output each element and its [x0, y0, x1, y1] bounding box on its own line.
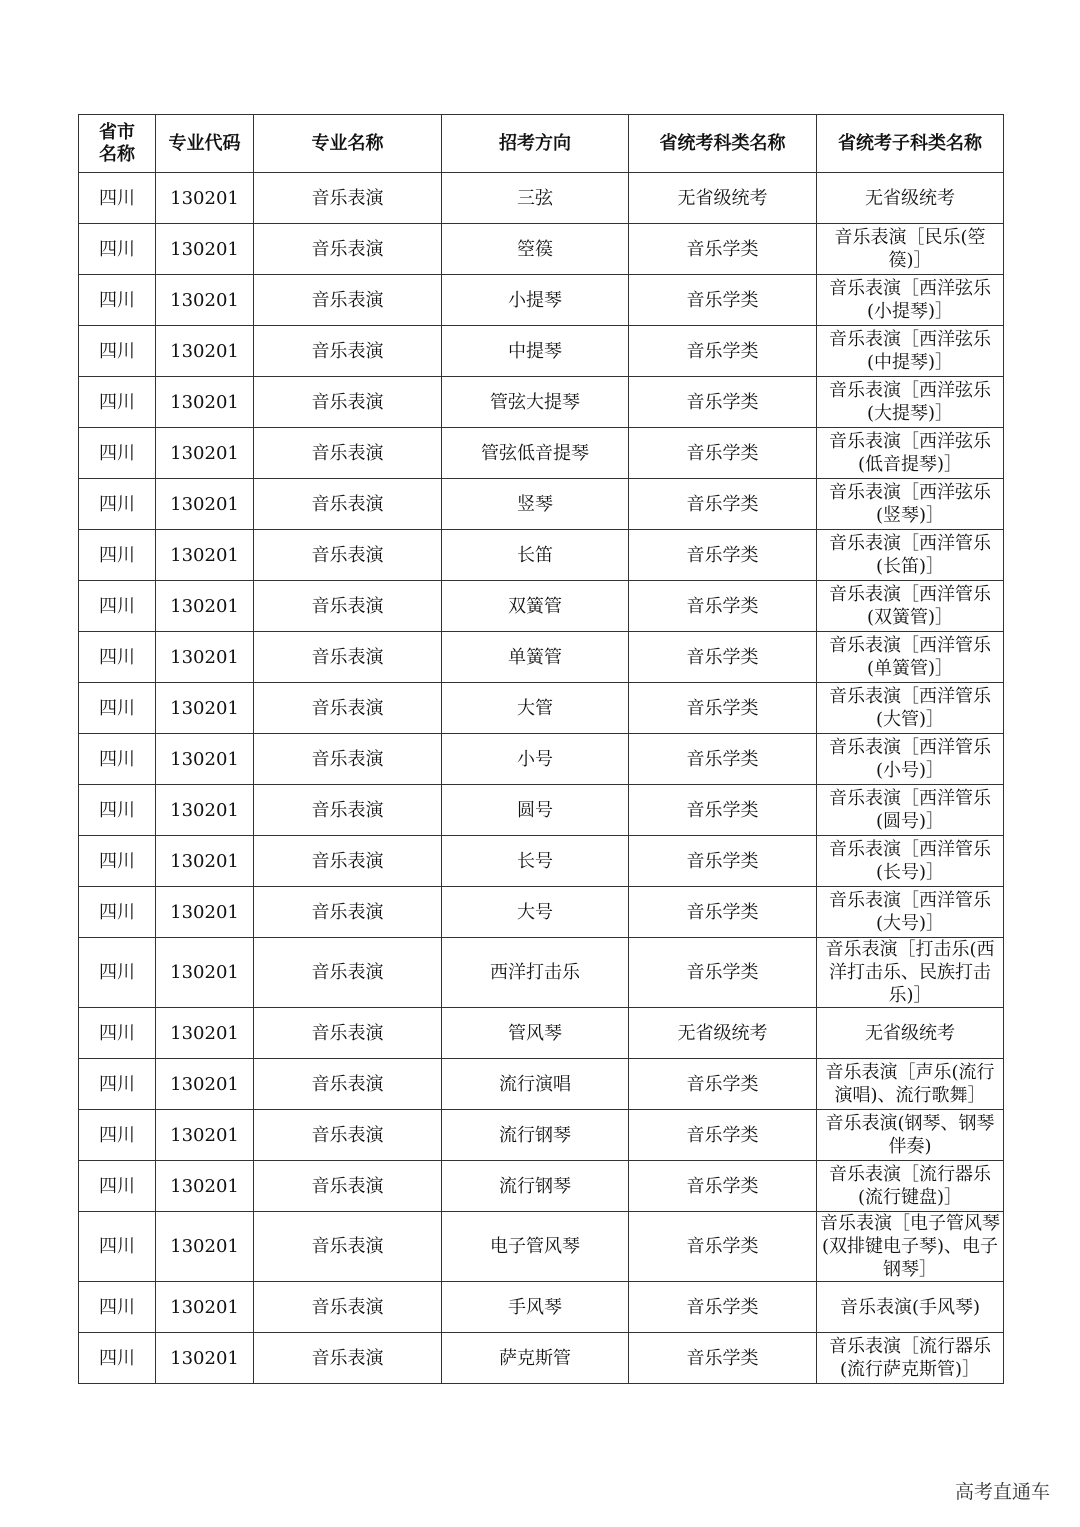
cell-category: 音乐学类 — [629, 734, 817, 785]
cell-direction: 西洋打击乐 — [442, 938, 629, 1008]
cell-subcategory: 音乐表演［西洋弦乐(中提琴)］ — [817, 326, 1004, 377]
cell-category: 音乐学类 — [629, 377, 817, 428]
cell-province: 四川 — [79, 734, 156, 785]
table-row — [79, 326, 1004, 377]
cell-code: 130201 — [156, 1008, 254, 1059]
cell-direction: 电子管风琴 — [442, 1212, 629, 1282]
table-row — [79, 938, 1004, 1008]
cell-province: 四川 — [79, 1161, 156, 1212]
cell-province: 四川 — [79, 479, 156, 530]
cell-direction: 三弦 — [442, 173, 629, 224]
cell-category: 无省级统考 — [629, 1008, 817, 1059]
cell-subcategory: 音乐表演［民乐(箜篌)］ — [817, 224, 1004, 275]
cell-subcategory: 音乐表演［西洋管乐(圆号)］ — [817, 785, 1004, 836]
cell-code: 130201 — [156, 632, 254, 683]
cell-province: 四川 — [79, 377, 156, 428]
cell-code: 130201 — [156, 275, 254, 326]
cell-province: 四川 — [79, 1212, 156, 1282]
table-row — [79, 632, 1004, 683]
table-row — [79, 377, 1004, 428]
cell-code: 130201 — [156, 530, 254, 581]
cell-direction: 管风琴 — [442, 1008, 629, 1059]
cell-subcategory: 音乐表演［流行器乐(流行键盘)］ — [817, 1161, 1004, 1212]
cell-province: 四川 — [79, 530, 156, 581]
cell-code: 130201 — [156, 479, 254, 530]
cell-subcategory: 音乐表演［西洋弦乐(低音提琴)］ — [817, 428, 1004, 479]
cell-subcategory: 音乐表演［流行器乐(流行萨克斯管)］ — [817, 1333, 1004, 1384]
cell-direction: 大号 — [442, 887, 629, 938]
cell-direction: 手风琴 — [442, 1282, 629, 1333]
cell-subcategory: 音乐表演(手风琴) — [817, 1282, 1004, 1333]
cell-code: 130201 — [156, 785, 254, 836]
cell-direction: 小号 — [442, 734, 629, 785]
cell-direction: 流行演唱 — [442, 1059, 629, 1110]
cell-major: 音乐表演 — [254, 326, 442, 377]
table-row — [79, 1008, 1004, 1059]
table-row — [79, 1110, 1004, 1161]
header-code: 专业代码 — [156, 115, 254, 173]
header-province: 省市名称 — [79, 115, 156, 173]
table-row — [79, 581, 1004, 632]
cell-major: 音乐表演 — [254, 734, 442, 785]
cell-major: 音乐表演 — [254, 581, 442, 632]
cell-subcategory: 音乐表演［西洋管乐(长号)］ — [817, 836, 1004, 887]
cell-category: 音乐学类 — [629, 1161, 817, 1212]
table-row — [79, 1212, 1004, 1282]
cell-code: 130201 — [156, 1212, 254, 1282]
cell-category: 音乐学类 — [629, 428, 817, 479]
cell-subcategory: 音乐表演［西洋弦乐(小提琴)］ — [817, 275, 1004, 326]
table-row — [79, 1059, 1004, 1110]
cell-code: 130201 — [156, 938, 254, 1008]
cell-subcategory: 音乐表演［西洋弦乐(大提琴)］ — [817, 377, 1004, 428]
cell-code: 130201 — [156, 1059, 254, 1110]
footer-brand: 高考直通车 — [954, 1481, 1050, 1503]
cell-province: 四川 — [79, 173, 156, 224]
cell-direction: 长笛 — [442, 530, 629, 581]
cell-code: 130201 — [156, 428, 254, 479]
table-row — [79, 887, 1004, 938]
cell-major: 音乐表演 — [254, 632, 442, 683]
header-direction: 招考方向 — [442, 115, 629, 173]
cell-major: 音乐表演 — [254, 1110, 442, 1161]
cell-major: 音乐表演 — [254, 1008, 442, 1059]
cell-province: 四川 — [79, 326, 156, 377]
cell-category: 音乐学类 — [629, 1282, 817, 1333]
cell-province: 四川 — [79, 581, 156, 632]
cell-subcategory: 音乐表演(钢琴、钢琴伴奏) — [817, 1110, 1004, 1161]
cell-direction: 圆号 — [442, 785, 629, 836]
cell-direction: 流行钢琴 — [442, 1161, 629, 1212]
cell-major: 音乐表演 — [254, 785, 442, 836]
cell-category: 音乐学类 — [629, 530, 817, 581]
table-row — [79, 683, 1004, 734]
cell-direction: 大管 — [442, 683, 629, 734]
cell-code: 130201 — [156, 734, 254, 785]
cell-province: 四川 — [79, 224, 156, 275]
cell-direction: 萨克斯管 — [442, 1333, 629, 1384]
table-row — [79, 224, 1004, 275]
cell-direction: 单簧管 — [442, 632, 629, 683]
cell-province: 四川 — [79, 1059, 156, 1110]
cell-direction: 管弦低音提琴 — [442, 428, 629, 479]
cell-category: 音乐学类 — [629, 1059, 817, 1110]
cell-code: 130201 — [156, 326, 254, 377]
cell-code: 130201 — [156, 1282, 254, 1333]
cell-province: 四川 — [79, 1282, 156, 1333]
table-row — [79, 785, 1004, 836]
cell-province: 四川 — [79, 1333, 156, 1384]
cell-subcategory: 音乐表演［打击乐(西洋打击乐、民族打击乐)］ — [817, 938, 1004, 1008]
cell-code: 130201 — [156, 224, 254, 275]
cell-direction: 竖琴 — [442, 479, 629, 530]
cell-category: 音乐学类 — [629, 938, 817, 1008]
cell-code: 130201 — [156, 581, 254, 632]
cell-major: 音乐表演 — [254, 377, 442, 428]
cell-province: 四川 — [79, 1110, 156, 1161]
cell-subcategory: 音乐表演［西洋管乐(大号)］ — [817, 887, 1004, 938]
cell-code: 130201 — [156, 1110, 254, 1161]
cell-subcategory: 无省级统考 — [817, 1008, 1004, 1059]
table-row — [79, 1161, 1004, 1212]
header-major: 专业名称 — [254, 115, 442, 173]
cell-category: 音乐学类 — [629, 224, 817, 275]
cell-subcategory: 音乐表演［西洋管乐(单簧管)］ — [817, 632, 1004, 683]
cell-code: 130201 — [156, 173, 254, 224]
table-row — [79, 530, 1004, 581]
enrollment-table — [78, 114, 1004, 1384]
cell-subcategory: 音乐表演［声乐(流行演唱)、流行歌舞］ — [817, 1059, 1004, 1110]
cell-province: 四川 — [79, 836, 156, 887]
cell-code: 130201 — [156, 683, 254, 734]
cell-code: 130201 — [156, 836, 254, 887]
cell-major: 音乐表演 — [254, 1212, 442, 1282]
cell-province: 四川 — [79, 632, 156, 683]
cell-subcategory: 音乐表演［西洋管乐(小号)］ — [817, 734, 1004, 785]
cell-code: 130201 — [156, 377, 254, 428]
cell-category: 音乐学类 — [629, 581, 817, 632]
cell-category: 音乐学类 — [629, 479, 817, 530]
table-row — [79, 479, 1004, 530]
table-row — [79, 1282, 1004, 1333]
cell-major: 音乐表演 — [254, 938, 442, 1008]
cell-major: 音乐表演 — [254, 683, 442, 734]
cell-province: 四川 — [79, 683, 156, 734]
cell-major: 音乐表演 — [254, 428, 442, 479]
cell-category: 无省级统考 — [629, 173, 817, 224]
cell-subcategory: 音乐表演［电子管风琴(双排键电子琴)、电子钢琴］ — [817, 1212, 1004, 1282]
cell-province: 四川 — [79, 785, 156, 836]
cell-province: 四川 — [79, 887, 156, 938]
cell-province: 四川 — [79, 1008, 156, 1059]
cell-major: 音乐表演 — [254, 1282, 442, 1333]
cell-category: 音乐学类 — [629, 887, 817, 938]
header-subcategory: 省统考子科类名称 — [817, 115, 1004, 173]
cell-category: 音乐学类 — [629, 1110, 817, 1161]
cell-major: 音乐表演 — [254, 1161, 442, 1212]
cell-category: 音乐学类 — [629, 1212, 817, 1282]
cell-subcategory: 音乐表演［西洋管乐(双簧管)］ — [817, 581, 1004, 632]
cell-category: 音乐学类 — [629, 326, 817, 377]
cell-direction: 双簧管 — [442, 581, 629, 632]
table-row — [79, 836, 1004, 887]
cell-major: 音乐表演 — [254, 275, 442, 326]
cell-code: 130201 — [156, 1161, 254, 1212]
cell-major: 音乐表演 — [254, 479, 442, 530]
table-row — [79, 734, 1004, 785]
cell-major: 音乐表演 — [254, 887, 442, 938]
cell-direction: 流行钢琴 — [442, 1110, 629, 1161]
cell-category: 音乐学类 — [629, 683, 817, 734]
cell-province: 四川 — [79, 428, 156, 479]
cell-category: 音乐学类 — [629, 632, 817, 683]
cell-direction: 管弦大提琴 — [442, 377, 629, 428]
table-row — [79, 1333, 1004, 1384]
cell-province: 四川 — [79, 938, 156, 1008]
cell-direction: 中提琴 — [442, 326, 629, 377]
cell-direction: 长号 — [442, 836, 629, 887]
cell-major: 音乐表演 — [254, 836, 442, 887]
cell-category: 音乐学类 — [629, 1333, 817, 1384]
header-category: 省统考科类名称 — [629, 115, 817, 173]
cell-subcategory: 音乐表演［西洋弦乐(竖琴)］ — [817, 479, 1004, 530]
cell-major: 音乐表演 — [254, 173, 442, 224]
cell-code: 130201 — [156, 887, 254, 938]
cell-category: 音乐学类 — [629, 785, 817, 836]
table-row — [79, 428, 1004, 479]
cell-direction: 箜篌 — [442, 224, 629, 275]
cell-subcategory: 无省级统考 — [817, 173, 1004, 224]
cell-major: 音乐表演 — [254, 1333, 442, 1384]
cell-category: 音乐学类 — [629, 836, 817, 887]
cell-province: 四川 — [79, 275, 156, 326]
cell-major: 音乐表演 — [254, 530, 442, 581]
cell-major: 音乐表演 — [254, 224, 442, 275]
cell-subcategory: 音乐表演［西洋管乐(长笛)］ — [817, 530, 1004, 581]
header-row — [79, 115, 1004, 173]
table-row — [79, 173, 1004, 224]
cell-code: 130201 — [156, 1333, 254, 1384]
table-body — [79, 173, 1004, 1384]
cell-category: 音乐学类 — [629, 275, 817, 326]
cell-major: 音乐表演 — [254, 1059, 442, 1110]
cell-subcategory: 音乐表演［西洋管乐(大管)］ — [817, 683, 1004, 734]
table-row — [79, 275, 1004, 326]
cell-direction: 小提琴 — [442, 275, 629, 326]
